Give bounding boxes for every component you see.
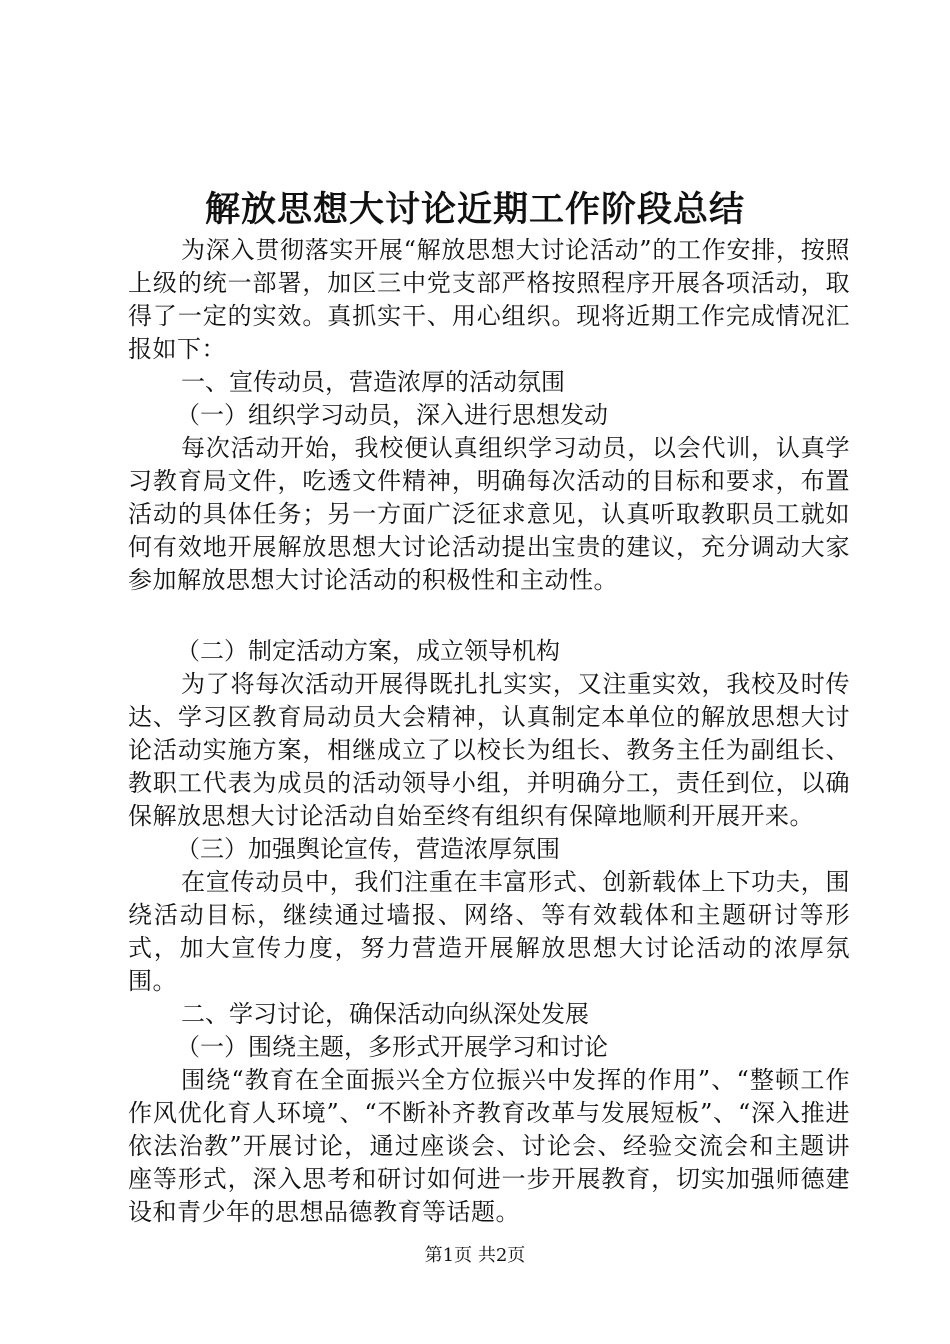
body-paragraph-1-1: 每次活动开始，我校便认真组织学习动员，以会代训，认真学习教育局文件，吃透文件精神，明确每次活动的目标和要求，布置活动的具体任务；另一方面广泛征求意见，认真听取教职员工就如何有效地开展解放思想大讨论活动提出宝贵的建议，充分调动大家参加解放思想大讨论活动的积极性和主动性。: [128, 434, 850, 594]
section-heading-1: 一、宣传动员，营造浓厚的活动氛围: [181, 368, 565, 396]
page-footer: 第1页 共2页: [424, 1245, 526, 1266]
document-body: [128, 234, 850, 1229]
body-paragraph-1-3: 在宣传动员中，我们注重在丰富形式、创新载体上下功夫，围绕活动目标，继续通过墙报、网络、等有效载体和主题研讨等形式，加大宣传力度，努力营造开展解放思想大讨论活动的浓厚氛围。: [128, 868, 850, 995]
subsection-heading-1-3: （三）加强舆论宣传，营造浓厚氛围: [176, 835, 560, 863]
subsection-heading-1-2: （二）制定活动方案，成立领导机构: [176, 637, 560, 665]
subsection-heading-2-1: （一）围绕主题，多形式开展学习和讨论: [176, 1033, 608, 1061]
intro-paragraph: 为深入贯彻落实开展“解放思想大讨论活动”的工作安排，按照上级的统一部署，加区三中党支部严格按照程序开展各项活动，取得了一定的实效。真抓实干、用心组织。现将近期工作完成情况汇报如下：: [128, 236, 850, 363]
document-title: 解放思想大讨论近期工作阶段总结: [204, 189, 745, 230]
paragraph-gap: [128, 597, 850, 635]
subsection-heading-1-1: （一）组织学习动员，深入进行思想发动: [176, 401, 608, 429]
section-heading-2: 二、学习讨论，确保活动向纵深处发展: [181, 1000, 589, 1028]
body-paragraph-1-2: 为了将每次活动开展得既扎扎实实，又注重实效，我校及时传达、学习区教育局动员大会精神，认真制定本单位的解放思想大讨论活动实施方案，相继成立了以校长为组长、教务主任为副组长、教职工代表为成员的活动领导小组，并明确分工，责任到位，以确保解放思想大讨论活动自始至终有组织有保障地顺利开展开来。: [128, 670, 850, 830]
body-paragraph-2-1: 围绕“教育在全面振兴全方位振兴中发挥的作用”、“整顿工作作风优化育人环境”、“不断补齐教育改革与发展短板”、“深入推进依法治教”开展讨论，通过座谈会、讨论会、经验交流会和主题讲座等形式，深入思考和研讨如何进一步开展教育，切实加强师德建设和青少年的思想品德教育等话题。: [128, 1066, 850, 1226]
